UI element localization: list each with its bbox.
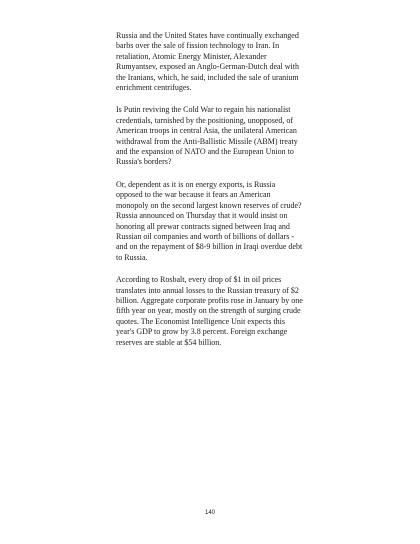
- paragraph-iran-fission-technology: Russia and the United States have continually exchanged barbs over the sale of fission technology to Iran. In retaliation, Atomic Energy Minister, Alexander Rumyantsev, exposed an Anglo-German-Dutch deal with the Iranians, which, he said, included the sale of uranium enrichment centrifuges.: [116, 31, 299, 93]
- page-number: 140: [204, 510, 215, 516]
- paragraph-putin-cold-war: Is Putin reviving the Cold War to regain his nationalist credentials, tarnished by the positioning, unopposed, of American troops in central Asia, the unilateral American withdrawal from the Anti-Ballistic Missile (ABM) treaty and the expansion of NATO and the European Union to Russia's borders?: [116, 105, 298, 167]
- body-text: [116, 31, 322, 360]
- paragraph-energy-exports: Or, dependent as it is on energy exports, is Russia opposed to the war because it fears an American monopoly on the second largest known reserves of crude? Russia announced on Thursday that it would insist on honoring all prewar contracts signed between Iraq and Russian oil companies and worth of billions of dollars - and on the repayment of $8-9 billion in Iraqi overdue debt to Russia.: [116, 179, 303, 262]
- paragraph-rosbalt-oil-prices: According to Rosbalt, every drop of $1 in oil prices translates into annual losses to the Russian treasury of $2 billion. Aggregate corporate profits rose in January by one fifth year on year, mostly on the strength of surging crude quotes. The Economist Intelligence Unit expects this year's GDP to grow by 3.8 percent. Foreign exchange reserves are stable at $54 billion.: [116, 275, 303, 347]
